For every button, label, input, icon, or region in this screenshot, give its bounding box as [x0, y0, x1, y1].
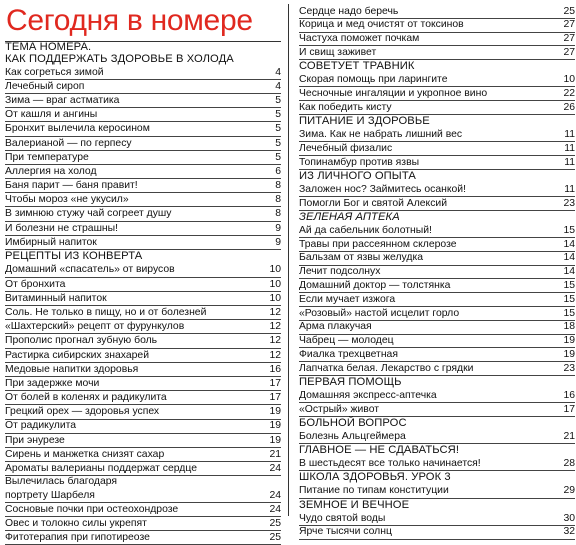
section-heading: БОЛЬНОЙ ВОПРОС	[299, 416, 407, 429]
entry-title: Медовые напитки здоровья	[5, 363, 139, 375]
entry-page-number: 11	[564, 142, 575, 154]
entry-title: Скорая помощь при ларингите	[299, 74, 448, 86]
entry-title: Лечебный физалис	[299, 142, 393, 154]
entry-title: Частуха поможет почкам	[299, 33, 420, 45]
entry-page-number: 32	[563, 526, 575, 538]
entry-title: Топинамбур против язвы	[299, 156, 420, 168]
contents-entry	[299, 348, 575, 362]
entry-title: От болей в коленях и радикулита	[5, 392, 167, 404]
contents-entry	[5, 94, 281, 108]
entry-title-row	[5, 489, 281, 502]
entry-title: Аллергия на холод	[5, 165, 97, 177]
entry-title: Арма плакучая	[299, 321, 372, 333]
entry-title: Растирка сибирских знахарей	[5, 349, 150, 361]
contents-entry	[5, 207, 281, 221]
entry-page-number: 28	[563, 458, 575, 470]
entry-title: Зима. Как не набрать лишний вес	[299, 128, 463, 140]
entry-title: При температуре	[5, 151, 89, 163]
entry-page-number: 10	[563, 74, 575, 86]
contents-entry	[299, 512, 575, 526]
entry-page-number: 18	[563, 321, 575, 333]
entry-title: Грецкий орех — здоровья успех	[5, 406, 160, 418]
entry-title: Чабрец — молодец	[299, 335, 394, 347]
entry-title: При задержке мочи	[5, 377, 100, 389]
contents-entry	[299, 33, 575, 47]
contents-entry	[5, 122, 281, 136]
contents-entry	[299, 266, 575, 280]
section-heading: КАК ПОДДЕРЖАТЬ ЗДОРОВЬЕ В ХОЛОДА	[5, 52, 234, 65]
entry-page-number: 4	[275, 80, 281, 92]
entry-page-number: 25	[269, 532, 281, 544]
entry-page-number: 8	[275, 208, 281, 220]
contents-entry	[5, 517, 281, 531]
contents-entry	[5, 349, 281, 363]
entry-title: Если мучает изжога	[299, 293, 396, 305]
contents-entry	[299, 279, 575, 293]
entry-page-number: 11	[564, 128, 575, 140]
entry-page-number: 23	[563, 197, 575, 209]
contents-entry	[299, 362, 575, 376]
contents-entry	[5, 306, 281, 320]
entry-title: Соль. Не только в пищу, но и от болезней	[5, 306, 207, 318]
contents-entry	[5, 448, 281, 462]
page-title: Сегодня в номере	[6, 4, 253, 37]
entry-page-number: 21	[563, 430, 575, 442]
entry-title: Помогли Бог и святой Алексий	[299, 197, 448, 209]
entry-title: Сирень и манжетка снизят сахар	[5, 448, 165, 460]
entry-title: Болезнь Альцгеймера	[299, 430, 406, 442]
entry-page-number: 14	[563, 252, 575, 264]
contents-entry	[299, 389, 575, 403]
entry-title: Валерианой — по герпесу	[5, 137, 132, 149]
entry-page-number: 6	[275, 165, 281, 177]
entry-title: «Острый» живот	[299, 403, 379, 415]
entry-title: Бальзам от язвы желудка	[299, 252, 424, 264]
contents-entry	[299, 224, 575, 238]
entry-title: Чесночные ингаляции и укропное вино	[299, 87, 488, 99]
entry-page-number: 24	[269, 463, 281, 475]
entry-page-number: 12	[269, 349, 281, 361]
entry-title: Имбирный напиток	[5, 236, 97, 248]
section-heading: ПИТАНИЕ И ЗДОРОВЬЕ	[299, 114, 430, 127]
entry-page-number: 10	[269, 292, 281, 304]
entry-page-number: 27	[563, 33, 575, 45]
entry-title: Травы при рассеянном склерозе	[299, 238, 457, 250]
entry-page-number: 15	[563, 224, 575, 236]
contents-entry	[5, 420, 281, 434]
entry-title: Зима — враг астматика	[5, 94, 120, 106]
entry-page-number: 11	[564, 183, 575, 195]
contents-entry	[5, 263, 281, 277]
entry-page-number: 14	[563, 238, 575, 250]
contents-entry	[299, 293, 575, 307]
contents-entry	[299, 335, 575, 349]
contents-entry	[5, 391, 281, 405]
entry-title: Домашний доктор — толстянка	[299, 279, 451, 291]
contents-entry	[5, 80, 281, 94]
contents-entry	[5, 462, 281, 476]
contents-entry	[299, 5, 575, 19]
entry-title: Корица и мед очистят от токсинов	[299, 19, 464, 31]
contents-entry	[5, 137, 281, 151]
contents-entry	[5, 236, 281, 250]
section-heading: ЗЕМНОЕ И ВЕЧНОЕ	[299, 498, 410, 511]
contents-entry	[299, 128, 575, 142]
entry-title: Лапчатка белая. Лекарство с грядки	[299, 362, 474, 374]
entry-title: «Розовый» настой исцелит горло	[299, 307, 460, 319]
entry-title: Домашний «спасатель» от вирусов	[5, 264, 175, 276]
contents-entry	[299, 321, 575, 335]
contents-entry	[5, 179, 281, 193]
entry-page-number: 17	[563, 403, 575, 415]
entry-page-number: 5	[275, 109, 281, 121]
contents-entry	[299, 142, 575, 156]
contents-entry	[5, 151, 281, 165]
section-heading: ТЕМА НОМЕРА.	[5, 41, 92, 53]
entry-page-number: 19	[269, 420, 281, 432]
entry-title: И свищ заживет	[299, 46, 377, 58]
entry-page-number: 10	[269, 264, 281, 276]
entry-title: Как согреться зимой	[5, 66, 104, 78]
contents-entry	[299, 430, 575, 444]
entry-page-number: 5	[275, 94, 281, 106]
entry-title: Как победить кисту	[299, 101, 392, 113]
section-heading: ГЛАВНОЕ — НЕ СДАВАТЬСЯ!	[299, 444, 460, 457]
entry-title: Чудо святой воды	[299, 512, 386, 524]
entry-page-number: 12	[269, 321, 281, 333]
entry-page-number: 5	[275, 137, 281, 149]
entry-title: Сердце надо беречь	[299, 5, 399, 17]
contents-column-right	[299, 5, 575, 540]
contents-entry	[5, 363, 281, 377]
contents-entry	[5, 193, 281, 207]
section-heading: ШКОЛА ЗДОРОВЬЯ. УРОК 3	[299, 471, 451, 484]
entry-page-number: 19	[563, 335, 575, 347]
contents-entry	[299, 526, 575, 540]
contents-entry	[299, 183, 575, 197]
contents-entry	[5, 434, 281, 448]
contents-entry	[299, 307, 575, 321]
entry-title: Лечит подсолнух	[299, 266, 381, 278]
entry-title: Витаминный напиток	[5, 292, 107, 304]
entry-title: Баня парит — баня правит!	[5, 180, 138, 192]
entry-page-number: 17	[269, 377, 281, 389]
entry-page-number: 8	[275, 180, 281, 192]
entry-page-number: 17	[269, 392, 281, 404]
contents-entry	[299, 101, 575, 115]
contents-entry	[5, 503, 281, 517]
contents-entry	[299, 19, 575, 33]
entry-page-number: 27	[563, 19, 575, 31]
entry-page-number: 19	[269, 406, 281, 418]
entry-page-number: 24	[269, 503, 281, 515]
entry-page-number: 5	[275, 151, 281, 163]
entry-title: Фиалка трехцветная	[299, 348, 398, 360]
entry-title: И болезни не страшны!	[5, 222, 119, 234]
entry-title: портрету Шарбеля	[5, 489, 95, 501]
section-heading: СОВЕТУЕТ ТРАВНИК	[299, 60, 415, 73]
section-heading: ИЗ ЛИЧНОГО ОПЫТА	[299, 169, 416, 182]
section-heading: ПЕРВАЯ ПОМОЩЬ	[299, 375, 402, 388]
entry-page-number: 8	[275, 194, 281, 206]
entry-title: Бронхит вылечила керосином	[5, 123, 150, 135]
entry-page-number: 16	[269, 363, 281, 375]
entry-title: Овес и толокно силы укрепят	[5, 518, 147, 529]
entry-title: Питание по типам конституции	[299, 485, 449, 497]
entry-page-number: 16	[563, 389, 575, 401]
contents-entry	[5, 165, 281, 179]
entry-page-number: 9	[275, 236, 281, 248]
entry-title: Ай да сабельник болотный!	[299, 224, 432, 236]
contents-entry	[5, 320, 281, 334]
entry-page-number: 24	[269, 489, 281, 501]
entry-page-number: 29	[563, 485, 575, 497]
contents-entry	[5, 108, 281, 122]
entry-page-number: 19	[269, 434, 281, 446]
contents-entry	[299, 252, 575, 266]
contents-entry	[5, 531, 281, 545]
entry-title: Сосновые почки при остеохондрозе	[5, 503, 179, 515]
contents-entry	[299, 74, 575, 88]
entry-title: Домашняя экспресс-аптечка	[299, 389, 437, 401]
contents-entry	[5, 66, 281, 80]
entry-page-number: 15	[563, 279, 575, 291]
entry-page-number: 26	[563, 101, 575, 113]
section-heading: РЕЦЕПТЫ ИЗ КОНВЕРТА	[5, 250, 143, 263]
entry-title-line: Вылечилась благодаря	[5, 476, 118, 488]
entry-page-number: 12	[269, 306, 281, 318]
contents-entry	[299, 485, 575, 499]
contents-entry	[299, 238, 575, 252]
entry-title: От радикулита	[5, 420, 77, 432]
contents-entry	[5, 222, 281, 236]
entry-page-number: 30	[563, 512, 575, 524]
entry-title: Заложен нос? Займитесь осанкой!	[299, 183, 466, 195]
entry-page-number: 27	[563, 46, 575, 58]
entry-page-number: 5	[275, 123, 281, 135]
entry-title: В зимнюю стужу чай согреет душу	[5, 208, 172, 220]
entry-page-number: 21	[269, 448, 281, 460]
entry-page-number: 25	[563, 5, 575, 17]
entry-title: Ароматы валерианы поддержат сердце	[5, 463, 197, 475]
entry-title: От бронхита	[5, 278, 66, 290]
entry-page-number: 14	[563, 266, 575, 278]
entry-page-number: 4	[275, 66, 281, 78]
entry-page-number: 11	[564, 156, 575, 168]
contents-entry	[299, 46, 575, 60]
entry-title: Ярче тысячи солнц	[299, 526, 392, 538]
entry-page-number: 9	[275, 222, 281, 234]
entry-page-number: 10	[269, 278, 281, 290]
contents-entry	[5, 476, 281, 503]
contents-entry	[299, 156, 575, 170]
entry-page-number: 12	[269, 335, 281, 347]
entry-title: Прополис прогнал зубную боль	[5, 335, 158, 347]
contents-entry	[5, 377, 281, 391]
entry-title: Фитотерапия при гипотиреозе	[5, 532, 150, 544]
entry-page-number: 23	[563, 362, 575, 374]
entry-title: При энурезе	[5, 434, 65, 446]
entry-page-number: 19	[563, 348, 575, 360]
entry-title: От кашля и ангины	[5, 109, 98, 121]
column-divider	[288, 4, 289, 516]
section-heading: ЗЕЛЕНАЯ АПТЕКА	[299, 210, 400, 223]
entry-page-number: 25	[269, 518, 281, 529]
entry-title: В шестьдесят все только начинается!	[299, 458, 481, 470]
entry-page-number: 15	[563, 293, 575, 305]
entry-title: Чтобы мороз «не укусил»	[5, 194, 129, 206]
entry-page-number: 22	[563, 87, 575, 99]
entry-title: Лечебный сироп	[5, 80, 85, 92]
contents-entry	[5, 278, 281, 292]
entry-title: «Шахтерский» рецепт от фурункулов	[5, 321, 185, 333]
contents-entry	[299, 458, 575, 472]
contents-entry	[299, 87, 575, 101]
contents-entry	[5, 405, 281, 419]
contents-entry	[299, 197, 575, 211]
entry-page-number: 15	[563, 307, 575, 319]
contents-column-left	[5, 41, 281, 545]
contents-entry	[5, 292, 281, 306]
contents-entry	[5, 334, 281, 348]
contents-entry	[299, 403, 575, 417]
